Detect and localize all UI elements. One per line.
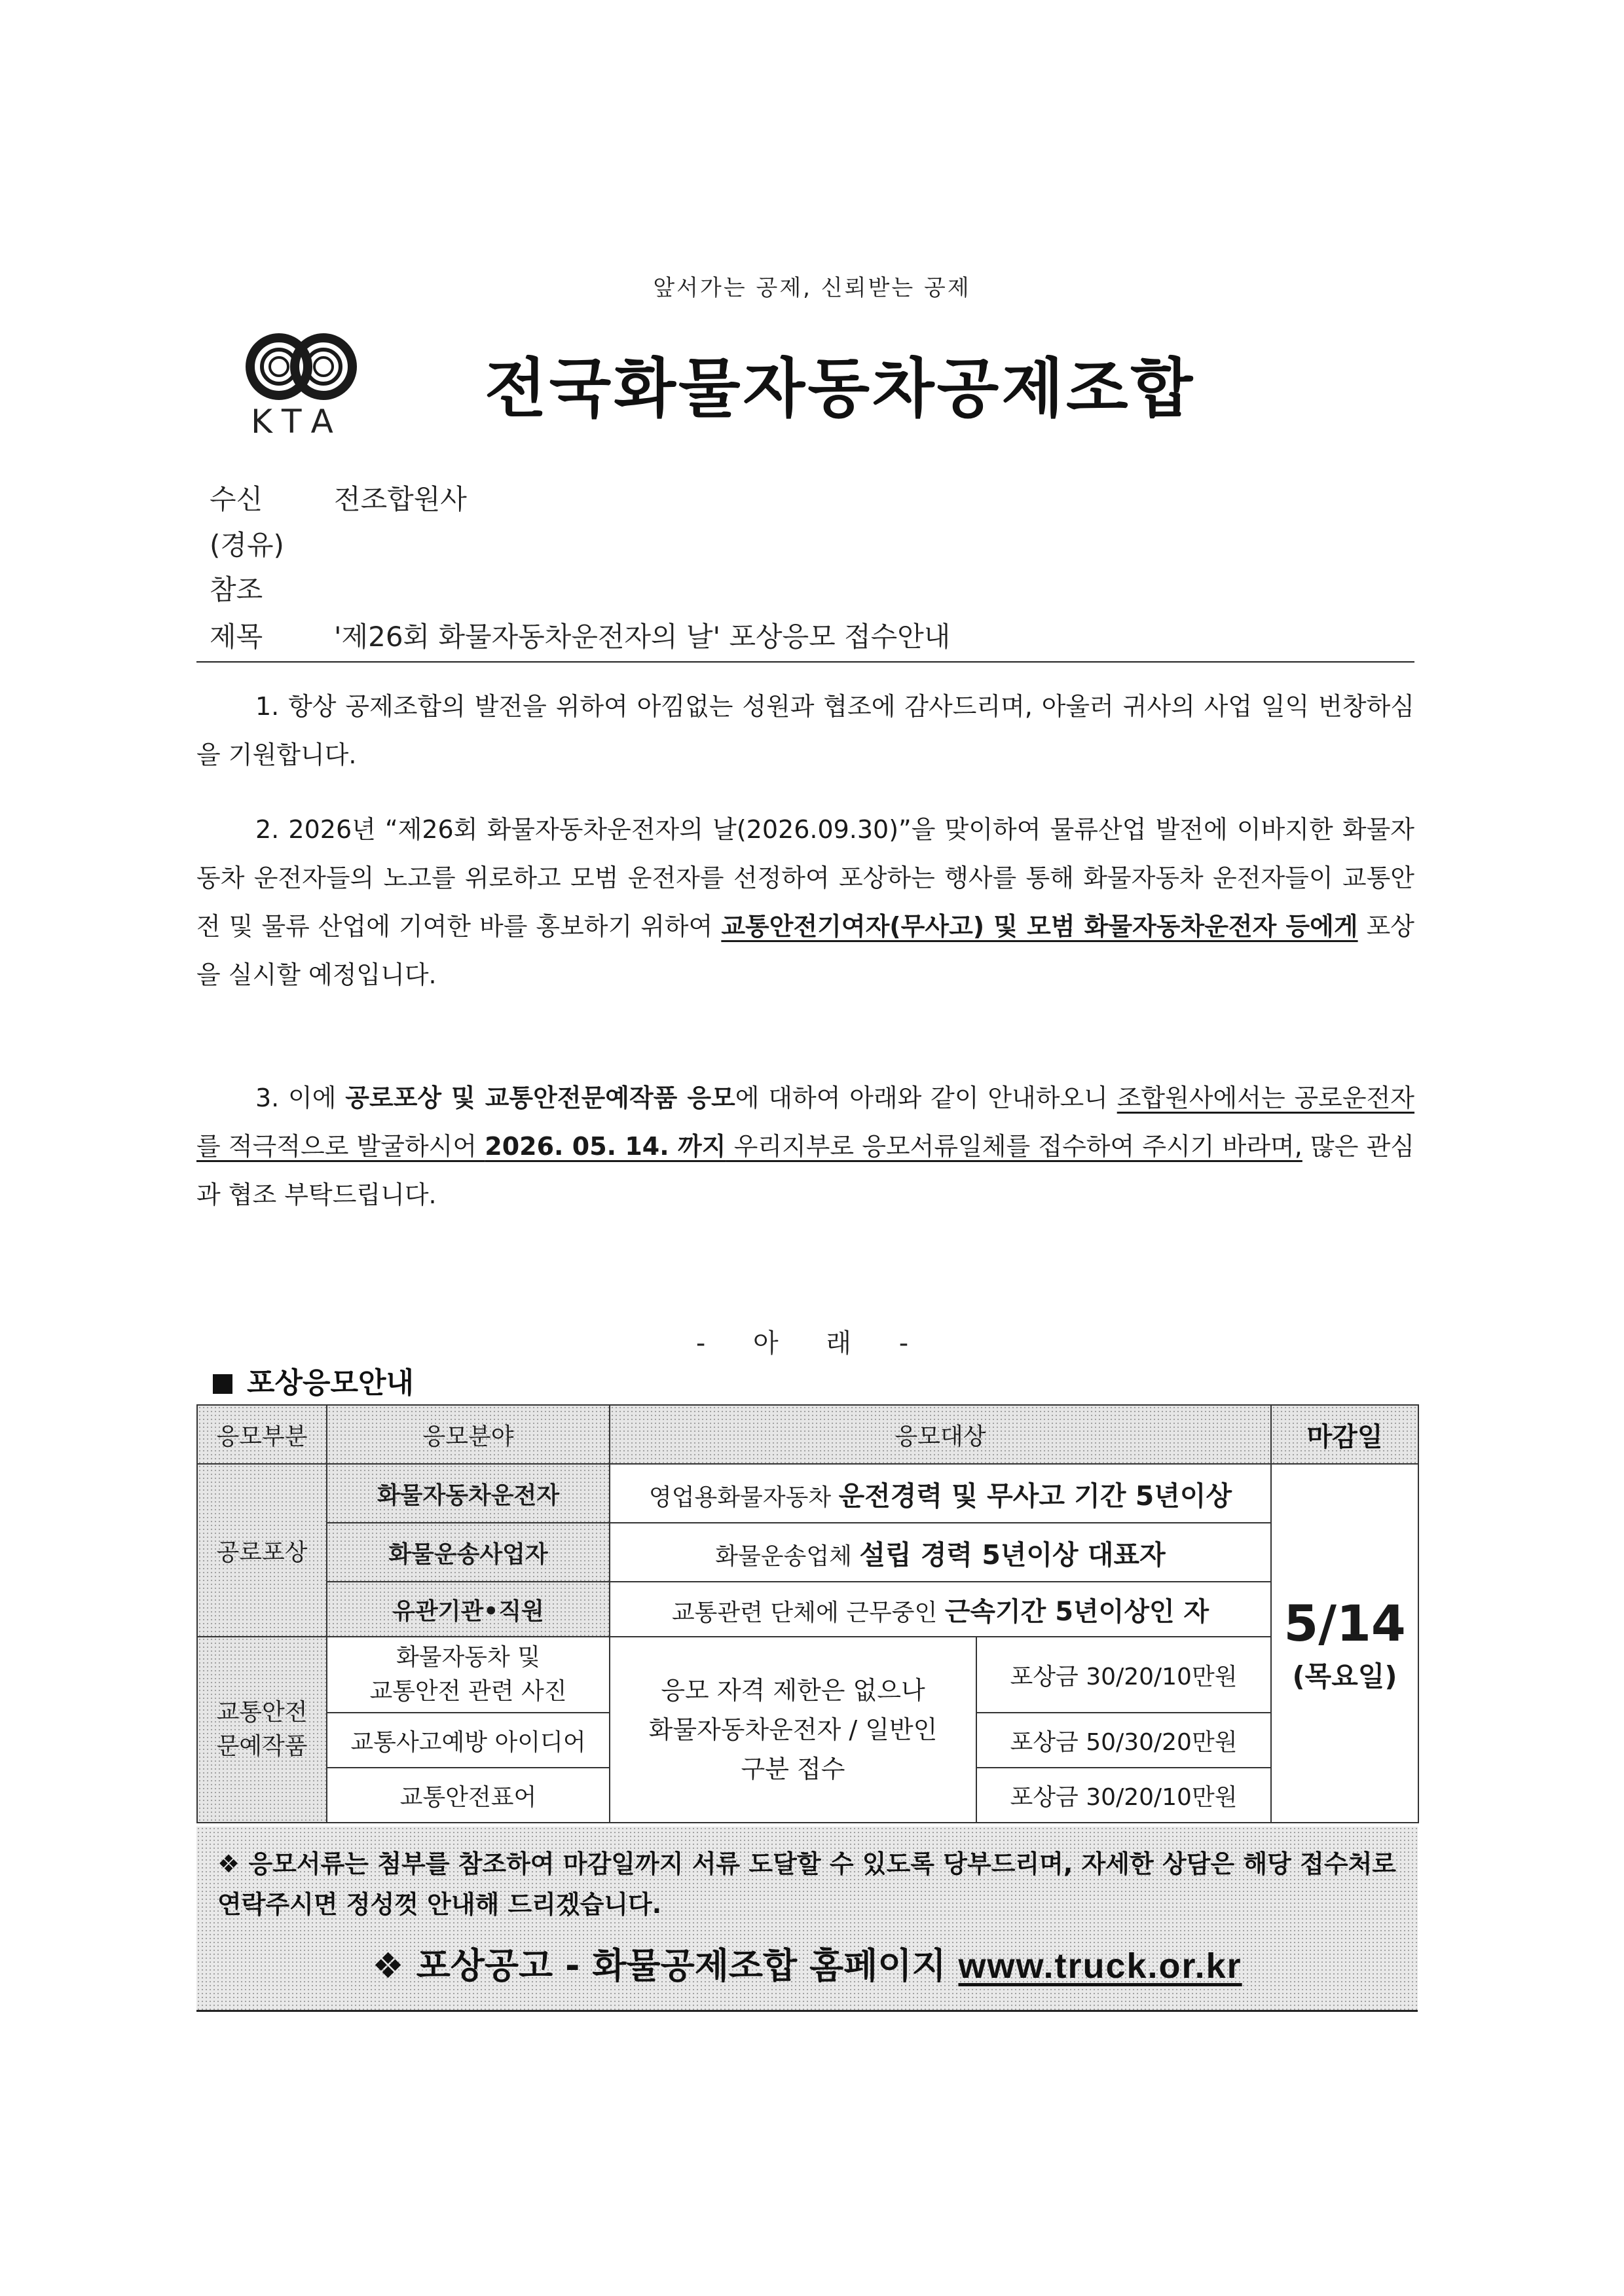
paragraph-2-text: 2. 2026년 “제26회 화물자동차운전자의 날(2026.09.30)”을 맞이하여 물류산업 발전에 이바지한 화물자동차 운전자들의 노고를 위로하고 모범 운전자를 선정하여 포상하는 행사를 통해 화물자동차 운전자들이 교통안전 및 물류 산업에 기여한 바를 홍보하기 위하여: [196, 815, 1414, 941]
section-title: [213, 1359, 414, 1401]
via-label: (경유): [210, 529, 284, 561]
header-field: 응모분야: [327, 1405, 610, 1464]
deadline-cell: [1271, 1464, 1418, 1823]
homepage-notice: [196, 1938, 1418, 1988]
paragraph-2: [196, 805, 1414, 999]
eligibility-line: 화물자동차운전자 / 일반인: [648, 1715, 938, 1744]
merit-target-driver: [610, 1464, 1271, 1523]
recipient-row: [210, 478, 467, 517]
art-prize-photo: 포상금 30/20/10만원: [976, 1637, 1271, 1713]
table-header-row: [197, 1405, 1418, 1464]
logo-text: KTA: [251, 403, 345, 441]
paragraph-2-emphasis: 교통안전기여자(무사고) 및 모범 화물자동차운전자 등에게: [721, 912, 1358, 941]
table-row: [197, 1637, 1418, 1713]
art-eligibility: [610, 1637, 976, 1823]
merit-field-driver: 화물자동차운전자: [327, 1464, 610, 1523]
header-category: 응모부분: [197, 1405, 327, 1464]
reference-label: 참조: [210, 574, 263, 606]
square-bullet-icon: [213, 1374, 232, 1394]
header-deadline: 마감일: [1271, 1405, 1418, 1464]
paragraph-3: [196, 1074, 1414, 1219]
art-field-photo: [327, 1637, 610, 1713]
target-text: 화물운송업체: [715, 1542, 860, 1570]
reference-row: [210, 568, 334, 608]
target-emphasis: 운전경력 및 무사고 기간 5년이상: [838, 1480, 1232, 1512]
table-row: [197, 1523, 1418, 1582]
footer-note: ❖ 응모서류는 첨부를 참조하여 마감일까지 서류 도달할 수 있도록 당부드리며, 자세한 상담은 해당 접수처로 연락주시면 정성껏 안내해 드리겠습니다.: [217, 1850, 1396, 1919]
eligibility-line: 응모 자격 제한은 없으나: [661, 1676, 925, 1705]
deadline-day: (목요일): [1292, 1660, 1397, 1692]
art-field-slogan: 교통안전표어: [327, 1768, 610, 1823]
target-text: 영업용화물자동차: [648, 1484, 839, 1511]
merit-field-agency: 유관기관•직원: [327, 1582, 610, 1637]
header-divider: [196, 661, 1414, 663]
via-row: [210, 524, 334, 563]
art-prize-idea: 포상금 50/30/20만원: [976, 1713, 1271, 1768]
paragraph-1: [196, 682, 1414, 779]
art-field-line: 교통안전 관련 사진: [369, 1678, 567, 1705]
art-field-line: 화물자동차 및: [396, 1644, 541, 1671]
recipient-label: 수신: [210, 483, 263, 515]
paragraph-3-deadline: 2026. 05. 14. 까지: [485, 1132, 726, 1161]
table-row: [197, 1582, 1418, 1637]
target-emphasis: 설립 경력 5년이상 대표자: [859, 1539, 1166, 1571]
merit-category: 공로포상: [197, 1464, 327, 1637]
paragraph-3-emphasis: 공로포상 및 교통안전문예작품 응모: [345, 1084, 735, 1112]
footer-note-box: [196, 1827, 1418, 2012]
paragraph-1-text: 1. 항상 공제조합의 발전을 위하여 아낌없는 성원과 협조에 감사드리며, 아울러 귀사의 사업 일익 번창하심을 기원합니다.: [196, 692, 1414, 769]
paragraph-2-end: 포상을 실시할 예정입니다.: [196, 912, 1414, 989]
paragraph-3-closing: 많은 관심과 협조 부탁드립니다.: [196, 1132, 1414, 1209]
subject-label: 제목: [210, 621, 263, 653]
target-emphasis: 근속기간 5년이상인 자: [944, 1596, 1209, 1627]
table-row: [197, 1464, 1418, 1523]
homepage-label: ❖ 포상공고 - 화물공제조합 홈페이지: [372, 1945, 959, 1986]
notice-heading: - 아 래 -: [695, 1328, 929, 1358]
paragraph-3-request-end: 우리지부로 응모서류일체를 접수하여 주시기 바라며,: [726, 1132, 1302, 1161]
merit-field-operator: 화물운송사업자: [327, 1523, 610, 1582]
art-prize-slogan: 포상금 30/20/10만원: [976, 1768, 1271, 1823]
header-target: 응모대상: [610, 1405, 1271, 1464]
paragraph-3-mid: 에 대하여 아래와 같이 안내하오니: [735, 1084, 1117, 1112]
award-table: [196, 1404, 1419, 1823]
art-category: [197, 1637, 327, 1823]
slogan: 앞서가는 공제, 신뢰받는 공제: [653, 275, 971, 301]
section-title-text: 포상응모안내: [247, 1366, 415, 1400]
subject-row: [210, 615, 950, 655]
homepage-link[interactable]: www.truck.or.kr: [958, 1946, 1242, 1986]
merit-target-agency: [610, 1582, 1271, 1637]
org-name: 전국화물자동차공제조합: [485, 352, 1196, 426]
art-field-idea: 교통사고예방 아이디어: [327, 1713, 610, 1768]
target-text: 교통관련 단체에 근무중인: [671, 1599, 945, 1626]
art-category-line: 문예작품: [216, 1733, 308, 1760]
subject-value: '제26회 화물자동차운전자의 날' 포상응모 접수안내: [334, 621, 951, 653]
art-category-line: 교통안전: [216, 1699, 308, 1726]
deadline-date: 5/14: [1283, 1594, 1406, 1652]
paragraph-3-text: 3. 이에: [255, 1084, 346, 1112]
eligibility-line: 구분 접수: [741, 1755, 845, 1783]
recipient-value: 전조합원사: [334, 483, 467, 515]
merit-target-operator: [610, 1523, 1271, 1582]
paragraph-3-request: 조합원사에서는 공로운전자를 적극적으로 발굴하시어: [196, 1084, 1415, 1161]
